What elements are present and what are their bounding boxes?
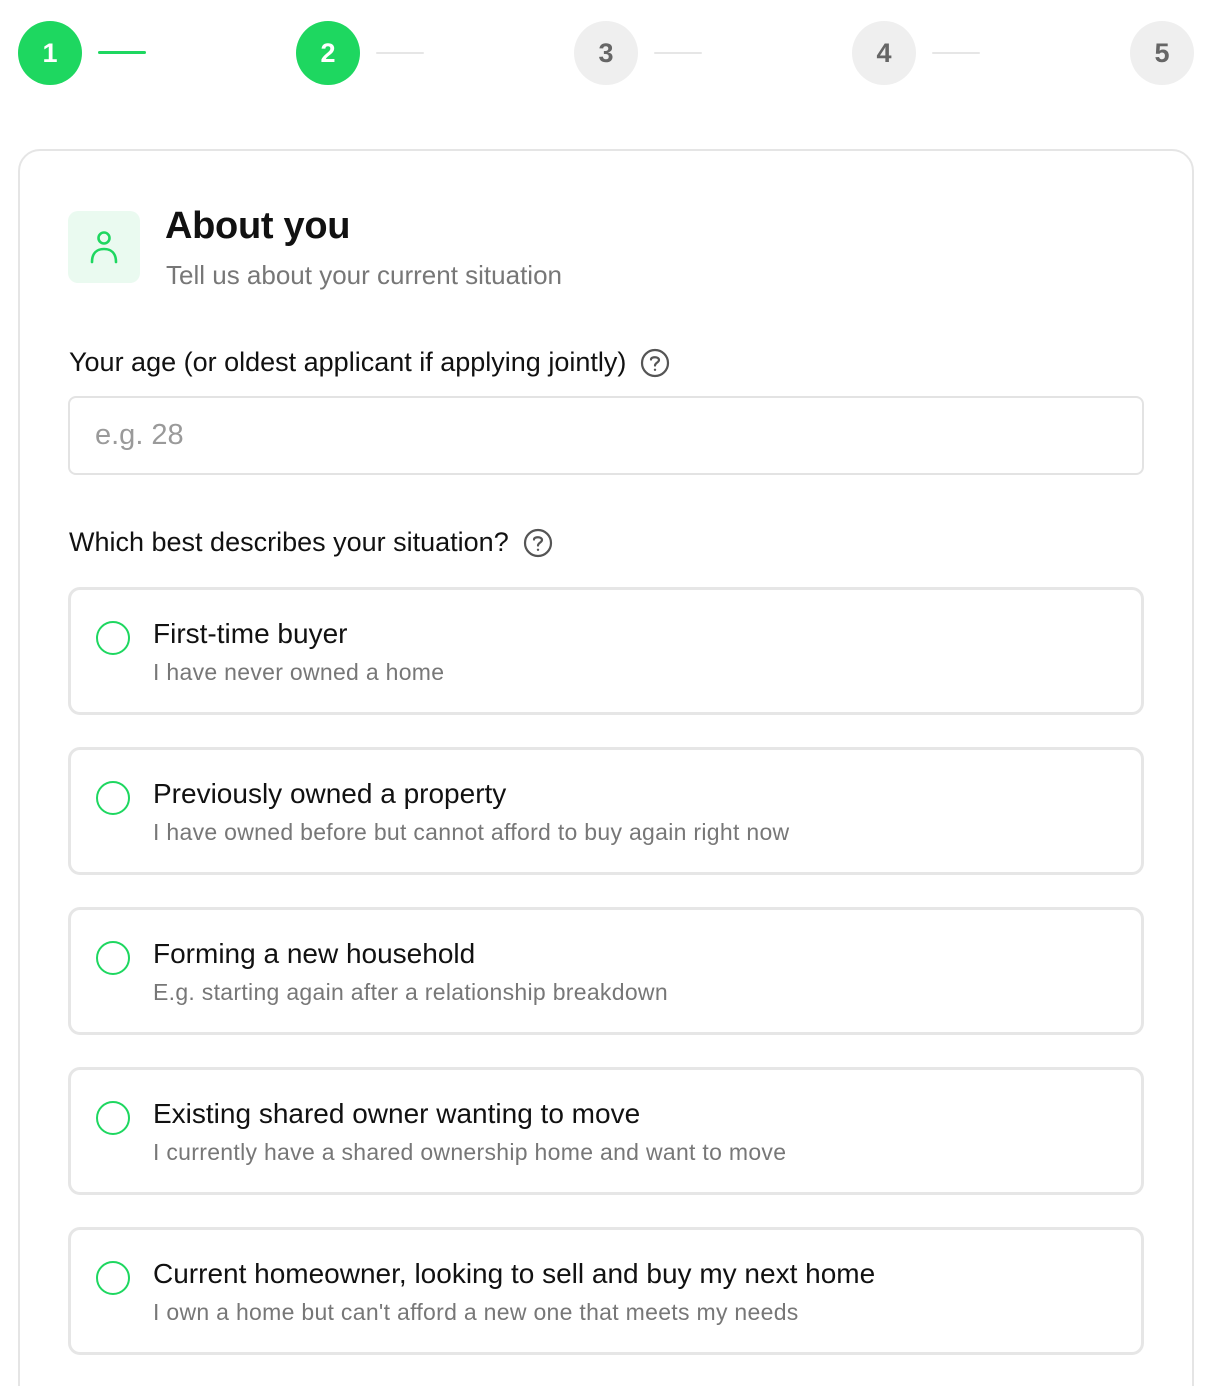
radio-button[interactable] <box>96 1101 130 1135</box>
option-title: Forming a new household <box>153 938 476 969</box>
step-connector <box>654 52 702 54</box>
option-description: I have owned before but cannot afford to buy again right now <box>153 819 790 845</box>
step-1[interactable]: 1 <box>18 21 82 85</box>
progress-stepper <box>0 0 1230 110</box>
situation-option-shared-owner[interactable] <box>68 1067 1144 1195</box>
step-3[interactable]: 3 <box>574 21 638 85</box>
age-label-text: Your age (or oldest applicant if applying jointly) <box>69 347 627 377</box>
situation-option-previously-owned[interactable] <box>68 747 1144 875</box>
age-field-label <box>69 347 670 378</box>
page-title: About you <box>165 205 351 247</box>
option-title: Existing shared owner wanting to move <box>153 1098 641 1129</box>
radio-button[interactable] <box>96 941 130 975</box>
step-2[interactable]: 2 <box>296 21 360 85</box>
step-connector <box>932 52 980 54</box>
radio-button[interactable] <box>96 781 130 815</box>
step-connector <box>376 52 424 54</box>
situation-option-new-household[interactable] <box>68 907 1144 1035</box>
situation-option-current-homeowner[interactable] <box>68 1227 1144 1355</box>
radio-button[interactable] <box>96 1261 130 1295</box>
header-icon-container <box>68 211 140 283</box>
option-title: First-time buyer <box>153 618 348 649</box>
page-subtitle: Tell us about your current situation <box>166 260 562 290</box>
step-5[interactable]: 5 <box>1130 21 1194 85</box>
option-description: I have never owned a home <box>153 659 445 685</box>
situation-option-first-time-buyer[interactable] <box>68 587 1144 715</box>
age-input[interactable] <box>68 396 1144 475</box>
situation-label-text: Which best describes your situation? <box>69 527 509 557</box>
option-description: I own a home but can't afford a new one that meets my needs <box>153 1299 799 1325</box>
option-title: Previously owned a property <box>153 778 507 809</box>
option-title: Current homeowner, looking to sell and buy my next home <box>153 1258 876 1289</box>
question-circle-icon[interactable] <box>640 348 670 378</box>
radio-button[interactable] <box>96 621 130 655</box>
situation-field-label <box>69 527 553 558</box>
step-4[interactable]: 4 <box>852 21 916 85</box>
option-description: E.g. starting again after a relationship breakdown <box>153 979 668 1005</box>
step-connector <box>98 51 146 54</box>
option-description: I currently have a shared ownership home and want to move <box>153 1139 787 1165</box>
user-icon <box>87 229 121 265</box>
question-circle-icon[interactable] <box>523 528 553 558</box>
